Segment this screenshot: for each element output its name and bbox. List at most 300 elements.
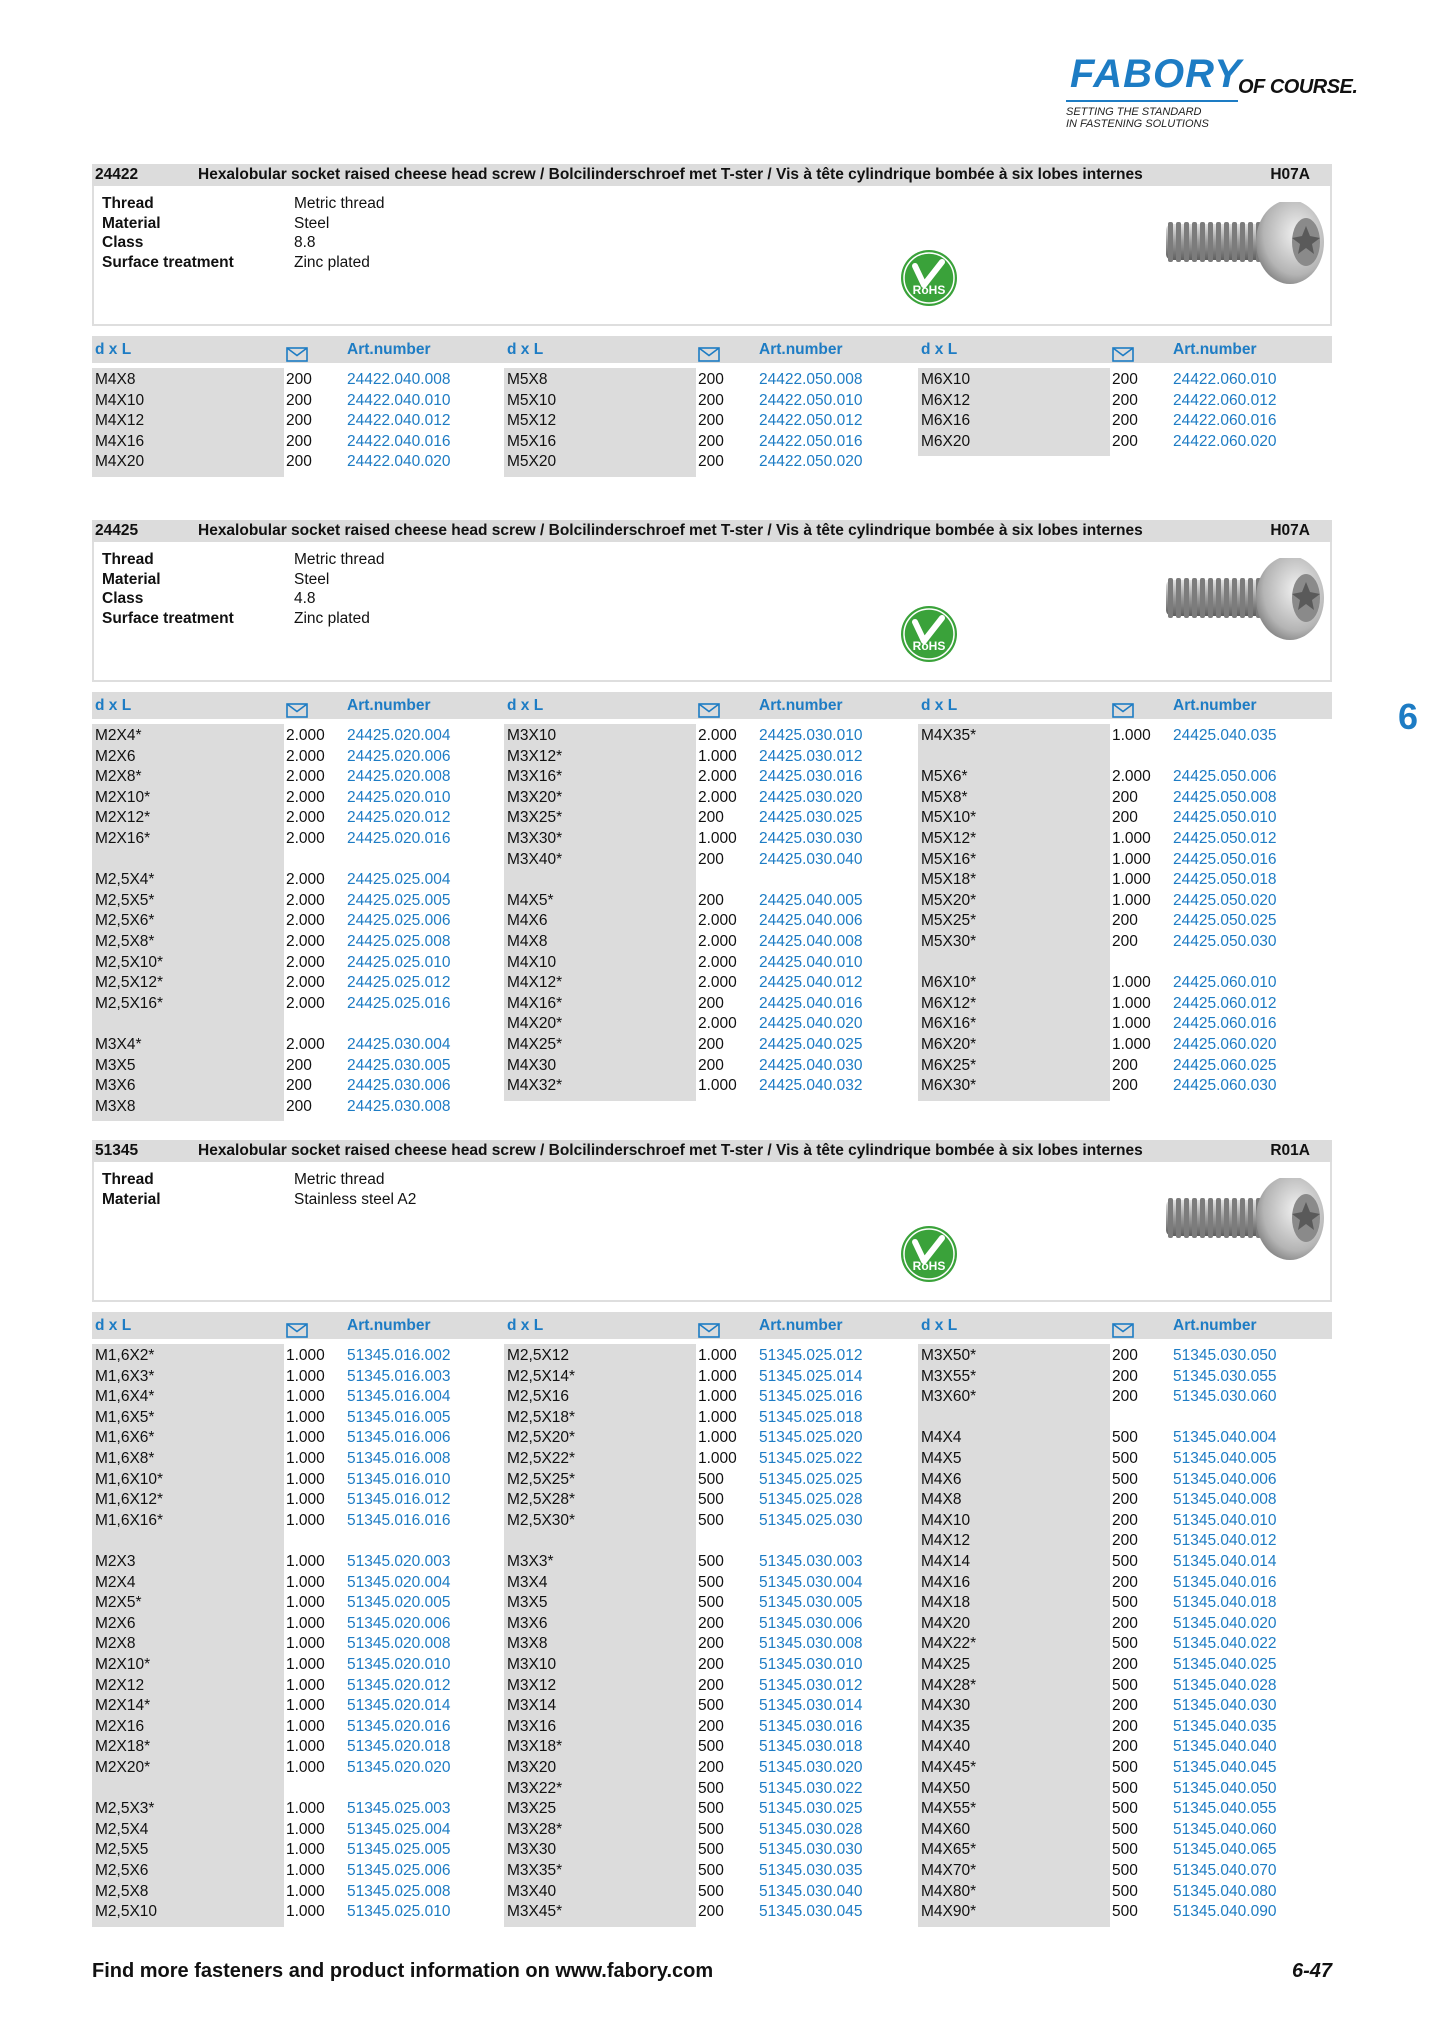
pack-qty: 500 [698, 1697, 724, 1715]
article-number-link[interactable]: 51345.040.040 [1173, 1738, 1277, 1756]
article-number-link[interactable]: 24425.030.025 [759, 809, 863, 827]
article-number-link[interactable]: 24425.020.010 [347, 788, 451, 806]
pack-qty: 200 [698, 994, 724, 1012]
article-number-link[interactable]: 24422.060.020 [1173, 432, 1277, 450]
article-number-link[interactable]: 24425.030.004 [347, 1036, 451, 1053]
article-number-link[interactable]: 24425.020.008 [347, 768, 451, 786]
article-number-link[interactable]: 51345.025.030 [759, 1511, 863, 1529]
spec-row [102, 550, 384, 570]
article-number-link[interactable]: 51345.040.012 [1173, 1532, 1277, 1550]
article-number-link[interactable]: 51345.030.055 [1173, 1367, 1277, 1385]
article-number-link[interactable]: 51345.025.003 [347, 1800, 451, 1818]
table-header [92, 1312, 1332, 1339]
article-number-link[interactable]: 24425.040.035 [1173, 727, 1277, 744]
col-header-dxl: d x L [95, 1317, 132, 1334]
article-number-link[interactable]: 51345.030.035 [759, 1862, 863, 1879]
article-number-link[interactable]: 51345.040.008 [1173, 1491, 1277, 1509]
pack-qty: 200 [1112, 1347, 1138, 1364]
pack-qty: 1.000 [698, 1388, 737, 1406]
dimension: M3X16 [507, 1717, 557, 1735]
article-number-link[interactable]: 51345.040.060 [1173, 1820, 1277, 1838]
article-number-link[interactable]: 51345.020.004 [347, 1573, 451, 1591]
article-number-link[interactable]: 51345.030.040 [759, 1882, 863, 1900]
col-header-dxl: d x L [95, 341, 132, 358]
pack-qty: 1.000 [1112, 1015, 1151, 1033]
article-number-link[interactable]: 24425.060.020 [1173, 1036, 1277, 1053]
dimension: M6X16* [921, 1015, 977, 1033]
article-number-link[interactable]: 24425.030.016 [759, 768, 863, 786]
dimension: M1,6X2* [95, 1347, 155, 1364]
article-number-link[interactable]: 24425.040.016 [759, 994, 863, 1012]
pack-qty: 200 [1112, 1367, 1138, 1385]
article-number-link[interactable]: 51345.030.018 [759, 1738, 863, 1756]
screw-image-icon [1162, 558, 1326, 653]
pack-qty: 1.000 [1112, 871, 1151, 889]
article-number-link[interactable]: 51345.040.028 [1173, 1676, 1277, 1694]
pack-qty: 1.000 [286, 1553, 325, 1570]
article-number-link[interactable]: 51345.030.028 [759, 1820, 863, 1838]
pack-qty: 200 [698, 1717, 724, 1735]
article-number-link[interactable]: 51345.020.006 [347, 1614, 451, 1632]
article-number-link[interactable]: 51345.030.003 [759, 1553, 863, 1570]
article-number-link[interactable]: 24425.050.020 [1173, 891, 1277, 909]
article-number-link[interactable]: 51345.020.020 [347, 1759, 451, 1776]
pack-qty: 200 [698, 412, 724, 430]
article-number-link[interactable]: 51345.030.005 [759, 1594, 863, 1612]
pack-qty: 1.000 [698, 1408, 737, 1426]
article-number-link[interactable]: 51345.040.080 [1173, 1882, 1277, 1900]
pack-qty: 500 [1112, 1759, 1138, 1776]
article-number-link[interactable]: 24425.060.010 [1173, 974, 1277, 992]
pack-qty: 200 [698, 1903, 724, 1921]
article-number-link[interactable]: 51345.040.016 [1173, 1573, 1277, 1591]
spec-label: Class [102, 234, 144, 251]
rohs-badge-icon [900, 249, 958, 307]
pack-qty: 2.000 [698, 768, 737, 786]
article-number-link[interactable]: 51345.025.010 [347, 1903, 451, 1921]
spec-row [102, 570, 384, 590]
pack-qty: 200 [1112, 809, 1138, 827]
col-header-art: Art.number [347, 1317, 431, 1334]
pack-qty: 200 [698, 1056, 724, 1074]
dimension: M5X6* [921, 768, 968, 786]
spec-label: Material [102, 570, 161, 588]
article-number-link[interactable]: 51345.016.008 [347, 1450, 451, 1467]
article-number-link[interactable]: 24425.030.020 [759, 788, 863, 806]
article-number-link[interactable]: 51345.030.060 [1173, 1388, 1277, 1406]
dimension: M3X50* [921, 1347, 977, 1364]
article-number-link[interactable]: 24425.020.016 [347, 830, 451, 847]
article-number-link[interactable]: 51345.030.020 [759, 1759, 863, 1776]
pack-qty: 2.000 [286, 912, 325, 930]
dimension: M2,5X14* [507, 1367, 576, 1385]
article-number-link[interactable]: 51345.025.012 [759, 1347, 863, 1364]
dimension: M2,5X3* [95, 1800, 155, 1818]
article-number-link[interactable]: 24422.050.010 [759, 391, 863, 409]
dimension: M6X20* [921, 1036, 977, 1053]
pack-qty: 2.000 [286, 1036, 325, 1053]
article-number-link[interactable]: 51345.020.008 [347, 1635, 451, 1653]
article-number-link[interactable]: 24422.040.020 [347, 453, 451, 471]
article-number-link[interactable]: 51345.025.005 [347, 1841, 451, 1859]
page-number: 6-47 [1291, 1960, 1332, 1982]
pack-qty: 200 [286, 432, 312, 450]
col-header-dxl: d x L [95, 697, 132, 714]
article-number-link[interactable]: 51345.030.012 [759, 1676, 863, 1694]
col-header-art: Art.number [1173, 341, 1257, 358]
article-number-link[interactable]: 51345.016.003 [347, 1367, 451, 1385]
pack-qty: 2.000 [698, 727, 737, 744]
article-number-link[interactable]: 24425.025.008 [347, 933, 451, 950]
spec-list [102, 550, 384, 628]
spec-label: Thread [102, 551, 154, 568]
col-header-art: Art.number [759, 697, 843, 714]
article-number-link[interactable]: 24425.050.025 [1173, 912, 1277, 930]
dimension: M4X10 [921, 1511, 971, 1529]
article-number-link[interactable]: 51345.020.010 [347, 1656, 451, 1673]
article-number-link[interactable]: 24422.040.010 [347, 391, 451, 409]
dimension: M4X14 [921, 1553, 971, 1570]
pack-qty: 2.000 [286, 830, 325, 847]
dimension: M4X5 [921, 1450, 962, 1467]
article-number-link[interactable]: 51345.020.012 [347, 1676, 451, 1694]
article-number-link[interactable]: 24425.030.006 [347, 1077, 451, 1095]
article-number-link[interactable]: 51345.040.014 [1173, 1553, 1277, 1570]
article-number-link[interactable]: 51345.020.016 [347, 1717, 451, 1735]
pack-qty: 2.000 [286, 809, 325, 827]
dimension: M6X30* [921, 1077, 977, 1095]
dimension: M4X60 [921, 1820, 971, 1838]
article-number-link[interactable]: 24425.050.008 [1173, 788, 1277, 806]
dimension: M3X3* [507, 1553, 554, 1570]
article-number-link[interactable]: 51345.040.090 [1173, 1903, 1277, 1921]
dimension: M5X25* [921, 912, 977, 930]
dimension: M4X28* [921, 1676, 977, 1694]
dimension: M3X30 [507, 1841, 557, 1859]
product-info-box [92, 1162, 1332, 1302]
dimension: M5X16 [507, 432, 557, 450]
article-number-link[interactable]: 51345.025.014 [759, 1367, 863, 1385]
spec-value: Steel [294, 214, 330, 232]
article-number-link[interactable]: 24422.050.012 [759, 412, 863, 430]
article-number-link[interactable]: 24425.040.012 [759, 974, 863, 992]
article-number-link[interactable]: 51345.040.018 [1173, 1594, 1277, 1612]
article-number-link[interactable]: 51345.025.020 [759, 1429, 863, 1447]
article-number-link[interactable]: 24425.040.032 [759, 1077, 863, 1095]
article-number-link[interactable]: 51345.016.004 [347, 1388, 451, 1406]
article-number-link[interactable]: 51345.040.035 [1173, 1717, 1277, 1735]
pack-qty: 1.000 [286, 1759, 325, 1776]
dimension: M2,5X16* [95, 994, 164, 1012]
pack-qty: 200 [1112, 371, 1138, 388]
pack-qty: 1.000 [286, 1676, 325, 1694]
dimension: M5X20* [921, 891, 977, 909]
article-number-link[interactable]: 51345.020.018 [347, 1738, 451, 1756]
dimension: M3X12* [507, 747, 563, 765]
article-number-link[interactable]: 51345.020.003 [347, 1553, 451, 1570]
article-number-link[interactable]: 24422.040.008 [347, 371, 451, 388]
pack-qty: 2.000 [286, 953, 325, 971]
article-number-link[interactable]: 24425.025.004 [347, 871, 451, 889]
rohs-label: RoHS [912, 1259, 946, 1273]
dimension: M4X18 [921, 1594, 971, 1612]
article-number-link[interactable]: 24425.060.012 [1173, 994, 1277, 1012]
article-number-link[interactable]: 24425.025.005 [347, 891, 451, 909]
dimension: M2,5X25* [507, 1470, 576, 1488]
dimension: M3X12 [507, 1676, 557, 1694]
article-number-link[interactable]: 51345.030.030 [759, 1841, 863, 1859]
dimension: M6X12 [921, 391, 971, 409]
article-number-link[interactable]: 24425.030.005 [347, 1056, 451, 1074]
article-number-link[interactable]: 51345.025.006 [347, 1862, 451, 1879]
article-number-link[interactable]: 24422.050.008 [759, 371, 863, 388]
pack-qty: 1.000 [286, 1491, 325, 1509]
spec-label: Class [102, 590, 144, 607]
article-number-link[interactable]: 24425.050.016 [1173, 850, 1277, 868]
dimension: M2,5X8* [95, 933, 155, 950]
article-number-link[interactable]: 51345.030.008 [759, 1635, 863, 1653]
pack-qty: 200 [1112, 912, 1138, 930]
article-number-link[interactable]: 51345.030.050 [1173, 1347, 1277, 1364]
article-number-link[interactable]: 24425.060.016 [1173, 1015, 1277, 1033]
pack-qty: 500 [1112, 1779, 1138, 1797]
article-number-link[interactable]: 24425.040.008 [759, 933, 863, 950]
dimension: M2X12* [95, 809, 151, 827]
pack-qty: 2.000 [286, 974, 325, 992]
dimension: M4X16* [507, 994, 563, 1012]
dimension: M3X10 [507, 727, 557, 744]
section-header [92, 1140, 1332, 1162]
footer-text[interactable]: Find more fasteners and product information on www.fabory.com [92, 1960, 714, 1982]
dimension: M4X10 [95, 391, 145, 409]
pack-qty: 1.000 [1112, 974, 1151, 992]
spec-list [102, 194, 384, 272]
article-number-link[interactable]: 51345.040.045 [1173, 1759, 1277, 1776]
article-number-link[interactable]: 24425.025.006 [347, 912, 451, 930]
article-number-link[interactable]: 51345.030.006 [759, 1614, 863, 1632]
dimension: M4X16 [921, 1573, 971, 1591]
article-number-link[interactable]: 51345.040.050 [1173, 1779, 1277, 1797]
dimension: M3X6 [95, 1077, 136, 1095]
product-info-box [92, 186, 1332, 326]
dimension: M4X35 [921, 1717, 971, 1735]
pack-qty: 200 [698, 891, 724, 909]
article-number-link[interactable]: 51345.016.016 [347, 1511, 451, 1529]
dimension: M4X65* [921, 1841, 977, 1859]
col-header-art: Art.number [347, 697, 431, 714]
article-number-link[interactable]: 51345.030.010 [759, 1656, 863, 1673]
article-number-link[interactable]: 24425.050.018 [1173, 871, 1277, 889]
dimension: M3X8 [95, 1097, 136, 1115]
pack-qty: 500 [698, 1862, 724, 1879]
article-number-link[interactable]: 24425.030.040 [759, 850, 863, 868]
article-number-link[interactable]: 24425.020.006 [347, 747, 451, 765]
pack-qty: 2.000 [1112, 768, 1151, 786]
dimension: M1,6X10* [95, 1470, 164, 1488]
article-number-link[interactable]: 24422.060.016 [1173, 412, 1277, 430]
article-number-link[interactable]: 51345.016.005 [347, 1408, 451, 1426]
pack-qty: 200 [698, 1635, 724, 1653]
article-number-link[interactable]: 24425.040.006 [759, 912, 863, 930]
article-number-link[interactable]: 51345.030.025 [759, 1800, 863, 1818]
article-number-link[interactable]: 24425.025.016 [347, 994, 451, 1012]
dimension: M3X8 [507, 1635, 548, 1653]
article-number-link[interactable]: 24425.030.010 [759, 727, 863, 744]
dimension: M6X10* [921, 974, 977, 992]
dimension: M3X28* [507, 1820, 563, 1838]
article-number-link[interactable]: 51345.040.004 [1173, 1429, 1277, 1447]
dimension: M3X10 [507, 1656, 557, 1673]
pack-qty: 500 [1112, 1635, 1138, 1653]
article-number-link[interactable]: 51345.040.020 [1173, 1614, 1277, 1632]
article-number-link[interactable]: 24425.040.005 [759, 891, 863, 909]
article-number-link[interactable]: 51345.040.055 [1173, 1800, 1277, 1818]
standard-code: H07A [1270, 166, 1310, 183]
dimension: M5X20 [507, 453, 557, 471]
article-number-link[interactable]: 24425.060.030 [1173, 1077, 1277, 1095]
dimension: M5X8 [507, 371, 548, 388]
article-number-link[interactable]: 24425.020.004 [347, 727, 451, 744]
article-number-link[interactable]: 24425.025.010 [347, 953, 451, 971]
article-number-link[interactable]: 24425.060.025 [1173, 1056, 1277, 1074]
article-number-link[interactable]: 24425.030.030 [759, 830, 863, 847]
dimension: M3X20* [507, 788, 563, 806]
spec-label: Thread [102, 1171, 154, 1188]
pack-qty: 1.000 [286, 1882, 325, 1900]
dimension: M3X55* [921, 1367, 977, 1385]
article-number-link[interactable]: 24425.050.030 [1173, 933, 1277, 950]
article-number-link[interactable]: 24425.040.020 [759, 1015, 863, 1033]
dimension: M4X30 [921, 1697, 971, 1715]
pack-qty: 1.000 [1112, 850, 1151, 868]
article-number-link[interactable]: 51345.030.045 [759, 1903, 863, 1921]
article-number-link[interactable]: 51345.040.030 [1173, 1697, 1277, 1715]
pack-qty: 200 [698, 1656, 724, 1673]
article-number-link[interactable]: 24425.025.012 [347, 974, 451, 992]
pack-qty: 1.000 [286, 1450, 325, 1467]
article-number-link[interactable]: 51345.030.014 [759, 1697, 863, 1715]
article-number-link[interactable]: 51345.025.016 [759, 1388, 863, 1406]
article-number-link[interactable]: 51345.025.022 [759, 1450, 863, 1467]
dimension: M2X5* [95, 1594, 142, 1612]
article-number-link[interactable]: 24422.060.010 [1173, 371, 1277, 388]
article-number-link[interactable]: 24425.050.010 [1173, 809, 1277, 827]
dimension: M3X20 [507, 1759, 557, 1776]
dimension: M4X25 [921, 1656, 971, 1673]
pack-qty: 200 [1112, 1491, 1138, 1509]
article-number-link[interactable]: 51345.025.025 [759, 1470, 863, 1488]
article-number-link[interactable]: 24422.040.012 [347, 412, 451, 430]
dimension: M3X35* [507, 1862, 563, 1879]
article-number-link[interactable]: 51345.040.070 [1173, 1862, 1277, 1879]
article-number-link[interactable]: 51345.016.006 [347, 1429, 451, 1447]
article-number-link[interactable]: 51345.020.014 [347, 1697, 451, 1715]
dimension: M3X5 [507, 1594, 548, 1612]
pack-qty: 200 [698, 391, 724, 409]
article-number-link[interactable]: 24422.050.020 [759, 453, 863, 471]
article-number-link[interactable]: 51345.025.028 [759, 1491, 863, 1509]
pack-qty: 1.000 [286, 1738, 325, 1756]
article-number-link[interactable]: 51345.040.006 [1173, 1470, 1277, 1488]
article-number-link[interactable]: 51345.025.004 [347, 1820, 451, 1838]
article-number-link[interactable]: 24422.050.016 [759, 432, 863, 450]
dimension: M6X10 [921, 371, 971, 388]
dimension: M4X20 [921, 1614, 971, 1632]
article-number-link[interactable]: 51345.020.005 [347, 1594, 451, 1612]
article-number-link[interactable]: 51345.040.010 [1173, 1511, 1277, 1529]
article-number-link[interactable]: 51345.040.022 [1173, 1635, 1277, 1653]
article-number-link[interactable]: 51345.040.065 [1173, 1841, 1277, 1859]
pack-qty: 1.000 [286, 1635, 325, 1653]
article-number-link[interactable]: 51345.040.005 [1173, 1450, 1277, 1467]
dimension: M2X10* [95, 1656, 151, 1673]
pack-qty: 200 [1112, 432, 1138, 450]
article-number-link[interactable]: 24425.040.030 [759, 1056, 863, 1074]
article-number-link[interactable]: 51345.030.022 [759, 1779, 863, 1797]
col-header-dxl: d x L [921, 341, 958, 358]
dimension: M4X12 [921, 1532, 971, 1550]
dimension: M3X16* [507, 768, 563, 786]
pack-qty: 500 [698, 1594, 724, 1612]
article-number-link[interactable]: 51345.040.025 [1173, 1656, 1277, 1673]
article-number-link[interactable]: 24425.040.010 [759, 953, 863, 971]
article-number-link[interactable]: 24425.050.006 [1173, 768, 1277, 786]
dimension: M2,5X5 [95, 1841, 149, 1859]
article-number-link[interactable]: 51345.030.004 [759, 1573, 863, 1591]
article-number-link[interactable]: 51345.016.002 [347, 1347, 451, 1364]
pack-qty: 200 [698, 809, 724, 827]
pack-qty: 200 [286, 1056, 312, 1074]
article-group-code: 51345 [95, 1142, 139, 1159]
article-number-link[interactable]: 24425.030.008 [347, 1097, 451, 1115]
dimension: M2,5X12* [95, 974, 164, 992]
article-number-link[interactable]: 51345.030.016 [759, 1717, 863, 1735]
article-number-link[interactable]: 24425.030.012 [759, 747, 863, 765]
dimension: M2,5X4* [95, 871, 155, 889]
article-number-link[interactable]: 51345.016.012 [347, 1491, 451, 1509]
article-number-link[interactable]: 24425.050.012 [1173, 830, 1277, 847]
pack-qty: 1.000 [286, 1656, 325, 1673]
dimension: M3X60* [921, 1388, 977, 1406]
dimension: M1,6X5* [95, 1408, 155, 1426]
article-number-link[interactable]: 24422.060.012 [1173, 391, 1277, 409]
dimension: M6X16 [921, 412, 971, 430]
pack-qty: 2.000 [286, 871, 325, 889]
article-table [92, 368, 1332, 477]
dimension: M4X22* [921, 1635, 977, 1653]
spec-value: Metric thread [294, 1171, 385, 1188]
col-header-art: Art.number [1173, 1317, 1257, 1334]
pack-qty: 200 [1112, 1697, 1138, 1715]
pack-qty: 500 [698, 1470, 724, 1488]
col-header-art: Art.number [759, 1317, 843, 1334]
article-number-link[interactable]: 24422.040.016 [347, 432, 451, 450]
pack-qty: 200 [698, 432, 724, 450]
dimension: M4X8 [507, 933, 548, 950]
pack-qty: 500 [1112, 1676, 1138, 1694]
standard-code: H07A [1270, 522, 1310, 539]
pack-qty: 500 [1112, 1820, 1138, 1838]
dimension: M5X10 [507, 391, 557, 409]
dimension: M2X18* [95, 1738, 151, 1756]
article-number-link[interactable]: 51345.025.008 [347, 1882, 451, 1900]
article-number-link[interactable]: 51345.025.018 [759, 1408, 863, 1426]
article-number-link[interactable]: 51345.016.010 [347, 1470, 451, 1488]
article-number-link[interactable]: 24425.040.025 [759, 1036, 863, 1053]
article-number-link[interactable]: 24425.020.012 [347, 809, 451, 827]
rohs-label: RoHS [912, 639, 946, 653]
dimension: M1,6X6* [95, 1429, 155, 1447]
